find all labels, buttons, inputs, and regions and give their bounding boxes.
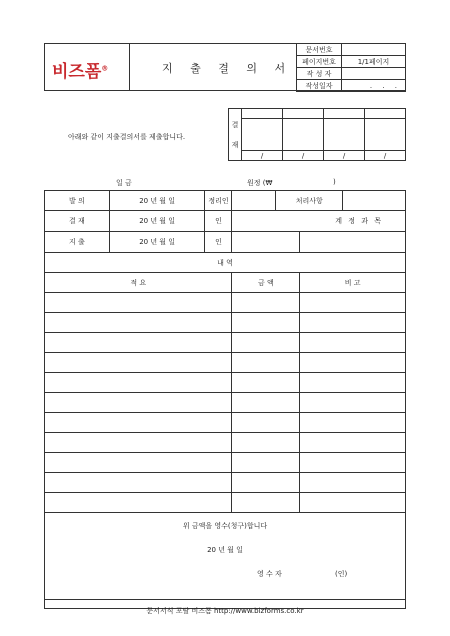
receipt-receiver: 영 수 자 xyxy=(257,570,282,578)
info-row xyxy=(45,211,406,232)
col-note-header: 비 고 xyxy=(300,273,406,293)
receipt-seal: (인) xyxy=(335,570,348,578)
detail-note-cell xyxy=(300,333,406,353)
detail-summary-cell xyxy=(45,413,232,433)
detail-amount-cell xyxy=(232,493,300,513)
meta-label: 페이지번호 xyxy=(297,56,342,68)
approval-box xyxy=(228,108,406,161)
amount-close: ) xyxy=(333,178,336,186)
detail-row xyxy=(45,453,406,473)
detail-amount-cell xyxy=(232,453,300,473)
info-row xyxy=(45,191,406,211)
meta-value xyxy=(342,44,406,56)
approval-label: 결 재 xyxy=(229,109,242,161)
detail-amount-cell xyxy=(232,393,300,413)
intro-text: 아래와 같이 지출결의서를 제출합니다. xyxy=(68,133,186,141)
row-extra-value xyxy=(343,191,406,211)
document-title: 지 출 결 의 서 xyxy=(162,62,293,75)
detail-amount-cell xyxy=(232,373,300,393)
detail-summary-cell xyxy=(45,393,232,413)
detail-row xyxy=(45,313,406,333)
approval-date: / xyxy=(324,151,365,161)
meta-label: 작 성 자 xyxy=(297,68,342,80)
receipt-date: 20 년 월 일 xyxy=(207,546,243,554)
detail-note-cell xyxy=(300,493,406,513)
receipt-statement: 위 금액을 영수(청구)합니다 xyxy=(182,522,268,530)
detail-row xyxy=(45,333,406,353)
detail-summary-cell xyxy=(45,473,232,493)
detail-row xyxy=(45,393,406,413)
detail-summary-cell xyxy=(45,493,232,513)
receipt-cell xyxy=(45,513,406,609)
approval-date: / xyxy=(283,151,324,161)
detail-note-cell xyxy=(300,453,406,473)
col-summary-header: 적 요 xyxy=(45,273,232,293)
row-date: 20 년 월 일 xyxy=(109,211,205,232)
detail-summary-cell xyxy=(45,453,232,473)
col-amount-header: 금 액 xyxy=(232,273,300,293)
detail-summary-cell xyxy=(45,433,232,453)
detail-summary-cell xyxy=(45,333,232,353)
detail-summary-cell xyxy=(45,293,232,313)
detail-row xyxy=(45,493,406,513)
row-label: 지 출 xyxy=(45,232,110,253)
detail-note-cell xyxy=(300,293,406,313)
amount-unit: 원정 (₩ xyxy=(247,179,273,187)
meta-label: 문서번호 xyxy=(297,44,342,56)
detail-row xyxy=(45,353,406,373)
row-date: 20 년 월 일 xyxy=(109,232,205,253)
detail-summary-cell xyxy=(45,313,232,333)
detail-note-cell xyxy=(300,433,406,453)
row-mid: 인 xyxy=(205,232,232,253)
detail-note-cell xyxy=(300,373,406,393)
row-mid-value xyxy=(232,191,276,211)
detail-amount-cell xyxy=(232,313,300,333)
amount-label: 일 금 xyxy=(116,179,132,187)
detail-amount-cell xyxy=(232,413,300,433)
detail-row xyxy=(45,373,406,393)
row-mid: 인 xyxy=(205,211,232,232)
header-divider-logo xyxy=(129,43,130,91)
detail-amount-cell xyxy=(232,473,300,493)
detail-summary-cell xyxy=(45,353,232,373)
detail-amount-cell xyxy=(232,333,300,353)
approval-date: / xyxy=(365,151,406,161)
detail-row xyxy=(45,473,406,493)
row-date: 20 년 월 일 xyxy=(109,191,205,211)
row-extra: 처리사항 xyxy=(276,191,343,211)
row-extra: 계 정 과 목 xyxy=(232,211,406,232)
detail-amount-cell xyxy=(232,293,300,313)
detail-note-cell xyxy=(300,353,406,373)
detail-amount-cell xyxy=(232,433,300,453)
document-meta-table xyxy=(296,43,406,92)
detail-summary-cell xyxy=(45,373,232,393)
brand-logo: 비즈폼® xyxy=(52,62,109,82)
approval-date: / xyxy=(242,151,283,161)
row-label: 발 의 xyxy=(45,191,110,211)
footer-divider xyxy=(44,599,406,600)
meta-value: . . . xyxy=(342,80,406,92)
detail-row xyxy=(45,433,406,453)
detail-amount-cell xyxy=(232,353,300,373)
row-label: 결 재 xyxy=(45,211,110,232)
expense-form-table xyxy=(44,190,406,609)
details-section-title: 내 역 xyxy=(45,253,406,273)
meta-label: 작성일자 xyxy=(297,80,342,92)
row-mid: 정리인 xyxy=(205,191,232,211)
detail-note-cell xyxy=(300,313,406,333)
detail-note-cell xyxy=(300,393,406,413)
detail-row xyxy=(45,293,406,313)
footer-text: 문서서식 포탈 비즈폼 http://www.bizforms.co.kr xyxy=(146,607,304,615)
info-row xyxy=(45,232,406,253)
detail-note-cell xyxy=(300,413,406,433)
meta-value: 1/1페이지 xyxy=(342,56,406,68)
meta-value xyxy=(342,68,406,80)
detail-note-cell xyxy=(300,473,406,493)
detail-row xyxy=(45,413,406,433)
